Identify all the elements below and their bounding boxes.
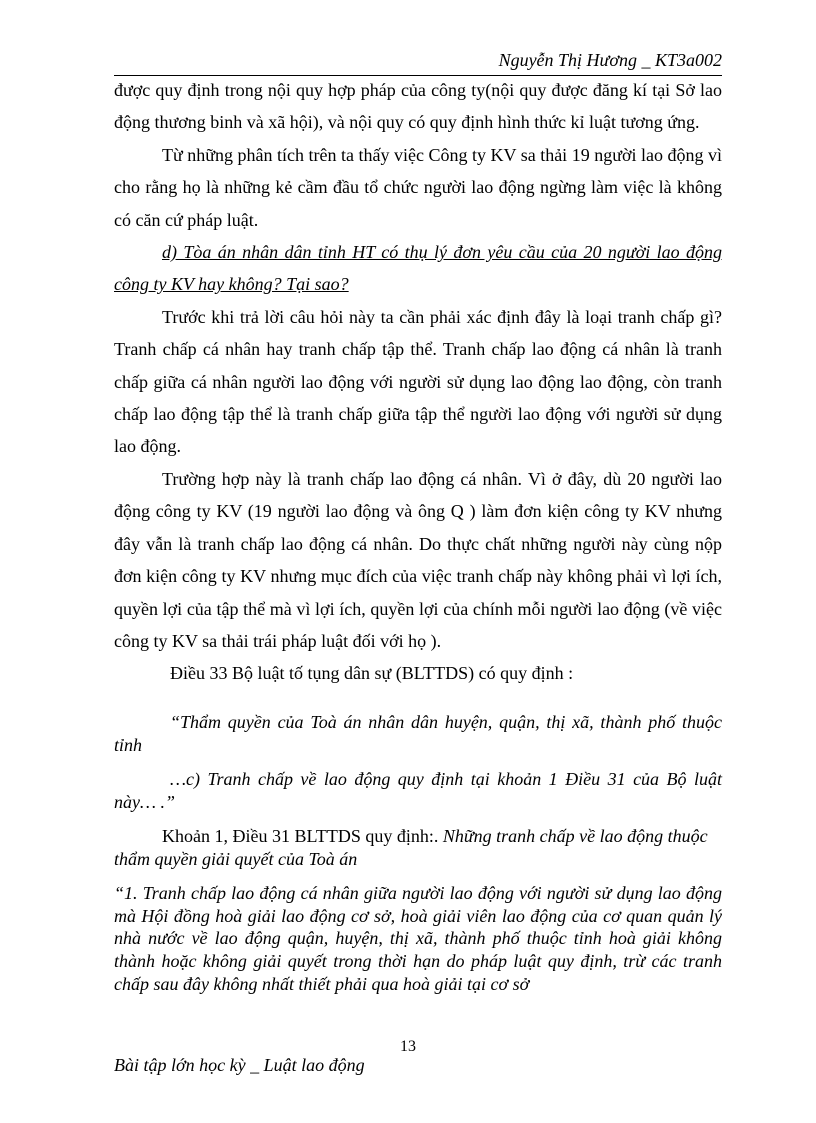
question-heading: d) Tòa án nhân dân tỉnh HT có thụ lý đơn yêu cầu của 20 người lao động công ty KV hay không? Tại sao? [114, 242, 722, 295]
paragraph-dispute-type: Trước khi trả lời câu hỏi này ta cần phải xác định đây là loại tranh chấp gì? Tranh chấp cá nhân hay tranh chấp tập thể. Tranh chấp lao động cá nhân là tranh chấp giữa cá nhân người lao động với người sử dụng lao động lao động, còn tranh chấp lao động tập thể là tranh chấp giữa tập thể người lao động với người sử dụng lao động. [114, 306, 722, 457]
article-33-intro: Điều 33 Bộ luật tố tụng dân sự (BLTTDS) có quy định : [170, 663, 574, 684]
paragraph-conclusion: Từ những phân tích trên ta thấy việc Công ty KV sa thải 19 người lao động vì cho rằng họ là những kẻ cầm đầu tổ chức người lao động ngừng làm việc là không có căn cứ pháp luật. [114, 144, 722, 230]
clause-1-lead: Khoản 1, Điều 31 BLTTDS quy định:. [162, 825, 443, 846]
document-body [114, 74, 722, 996]
quote-jurisdiction: “Thẩm quyền của Toà án nhân dân huyện, quận, thị xã, thành phố thuộc tỉnh [114, 711, 722, 755]
clause-1-article-31 [114, 825, 722, 871]
clause-1-italic: Những tranh chấp về lao động thuộc thẩm quyền giải quyết của Toà án [114, 825, 708, 869]
paragraph-continuation: được quy định trong nội quy hợp pháp của công ty(nội quy được đăng kí tại Sở lao động thương binh và xã hội), và nội quy có quy định hình thức kỉ luật tương ứng. [114, 80, 722, 133]
page-footer: Bài tập lớn học kỳ _ Luật lao động [114, 1055, 365, 1075]
quote-clause-c: …c) Tranh chấp về lao động quy định tại khoản 1 Điều 31 của Bộ luật này… .” [114, 768, 722, 812]
paragraph-individual-dispute: Trường hợp này là tranh chấp lao động cá nhân. Vì ở đây, dù 20 người lao động công ty KV (19 người lao động và ông Q ) làm đơn kiện công ty KV nhưng đây vẫn là tranh chấp lao động cá nhân. Do thực chất những người này cùng nộp đơn kiện công ty KV nhưng mục đích của việc tranh chấp này không phải vì lợi ích, quyền lợi của tập thể mà vì lợi ích, quyền lợi của chính mỗi người lao động (về việc công ty KV sa thải trái pháp luật đối với họ ). [114, 468, 722, 651]
page-number: 13 [400, 1038, 416, 1055]
page-header: Nguyễn Thị Hương _ KT3a002 [498, 50, 722, 70]
quote-clause-1: “1. Tranh chấp lao động cá nhân giữa người lao động với người sử dụng lao động mà Hội đồng hoà giải lao động cơ sở, hoà giải viên lao động của cơ quan quản lý nhà nước về lao động quận, huyện, thị xã, thành phố thuộc tỉnh hoà giải không thành hoặc không giải quyết trong thời hạn do pháp luật quy định, trừ các tranh chấp sau đây không nhất thiết phải qua hoà giải tại cơ sở [114, 882, 722, 994]
